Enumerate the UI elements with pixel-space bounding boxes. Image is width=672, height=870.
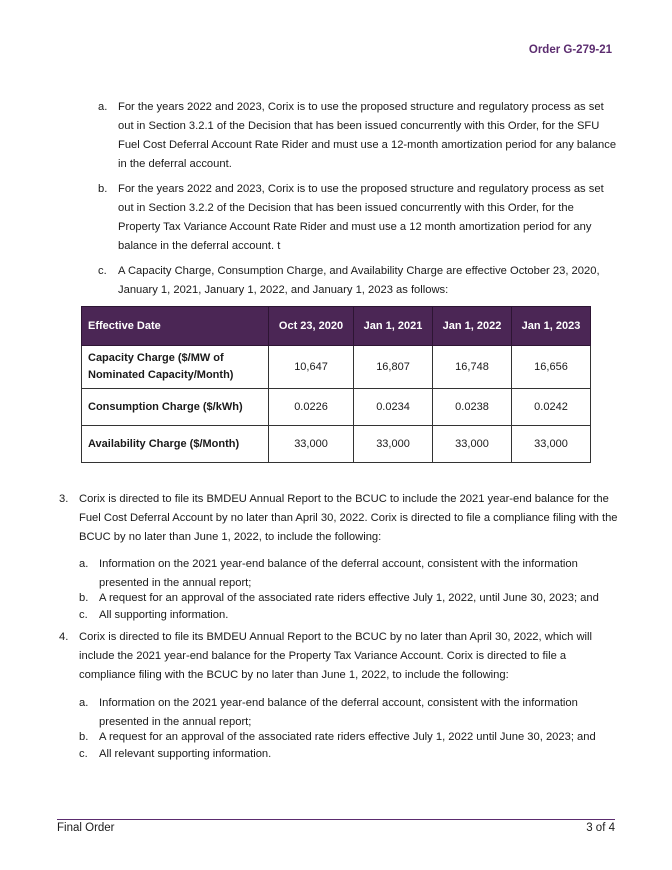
table-row: [82, 426, 591, 463]
table-cell: 33,000: [512, 426, 591, 463]
list-marker: 4.: [59, 631, 69, 643]
column-header: Jan 1, 2023: [512, 307, 591, 346]
page-number: 3 of 4: [586, 822, 615, 834]
list-marker: b.: [98, 183, 108, 195]
table-cell: 0.0242: [512, 389, 591, 426]
row-label: Consumption Charge ($/kWh): [82, 389, 269, 426]
list-item-text: A request for an approval of the associated rate riders effective July 1, 2022, until June 30, 2023; and: [99, 592, 599, 604]
list-marker: a.: [79, 697, 89, 709]
column-header: Effective Date: [82, 307, 269, 346]
table-cell: 33,000: [433, 426, 512, 463]
list-item-text: All relevant supporting information.: [99, 748, 272, 760]
list-item-text: A request for an approval of the associated rate riders effective July 1, 2022 until June 30, 2023; and: [99, 731, 596, 743]
table-cell: 16,807: [354, 346, 433, 389]
row-label: Capacity Charge ($/MW of Nominated Capacity/Month): [82, 346, 269, 389]
table-cell: 0.0238: [433, 389, 512, 426]
list-marker: a.: [98, 101, 108, 113]
list-marker: c.: [79, 748, 88, 760]
list-marker: b.: [79, 731, 89, 743]
list-item-text: Corix is directed to file its BMDEU Annual Report to the BCUC to include the 2021 year-end balance for the Fuel Cost Deferral Account by no later than April 30, 2022. Corix is directed to file a compliance filing with the BCUC by no later than June 1, 2022, to include the following:: [79, 493, 618, 543]
list-item-text: A Capacity Charge, Consumption Charge, and Availability Charge are effective October 23, 2020, January 1, 2021, January 1, 2022, and January 1, 2023 as follows:: [118, 265, 600, 296]
list-item-text: Information on the 2021 year-end balance of the deferral account, consistent with the information presented in the annual report;: [99, 697, 578, 728]
list-item-text: Corix is directed to file its BMDEU Annual Report to the BCUC by no later than April 30, 2022, which will include the 2021 year-end balance for the Property Tax Variance Account. Corix is directed to file a compliance filing with the BCUC by no later than June 1, 2022, to include the following:: [79, 631, 592, 681]
table-row: [82, 346, 591, 389]
table-cell: 10,647: [269, 346, 354, 389]
table-cell: 33,000: [269, 426, 354, 463]
column-header: Jan 1, 2021: [354, 307, 433, 346]
footer-divider: [57, 819, 615, 820]
table-cell: 0.0234: [354, 389, 433, 426]
table-cell: 0.0226: [269, 389, 354, 426]
column-header: Jan 1, 2022: [433, 307, 512, 346]
list-marker: c.: [98, 265, 107, 277]
list-item-text: For the years 2022 and 2023, Corix is to use the proposed structure and regulatory process as set out in Section 3.2.1 of the Decision that has been issued concurrently with this Order, for the SFU Fuel Cost Deferral Account Rate Rider and must use a 12-month amortization period for any balance in the deferral account.: [118, 101, 617, 170]
table-cell: 16,748: [433, 346, 512, 389]
list-marker: c.: [79, 609, 88, 621]
row-label: Availability Charge ($/Month): [82, 426, 269, 463]
table-cell: 16,656: [512, 346, 591, 389]
list-marker: 3.: [59, 493, 69, 505]
table-header-row: [82, 307, 591, 346]
column-header: Oct 23, 2020: [269, 307, 354, 346]
charges-table: [81, 306, 591, 463]
table-cell: 33,000: [354, 426, 433, 463]
table-row: [82, 389, 591, 426]
list-item-text: Information on the 2021 year-end balance of the deferral account, consistent with the information presented in the annual report;: [99, 558, 578, 589]
order-number: Order G-279-21: [528, 44, 612, 56]
footer-label: Final Order: [57, 822, 115, 834]
list-marker: a.: [79, 558, 89, 570]
list-item-text: All supporting information.: [99, 609, 229, 621]
list-item-text: For the years 2022 and 2023, Corix is to use the proposed structure and regulatory process as set out in Section 3.2.2 of the Decision that has been issued concurrently with this Order, for the Property Tax Variance Account Rate Rider and must use a 12 month amortization period for any balance in the deferral account. t: [118, 183, 604, 252]
list-marker: b.: [79, 592, 89, 604]
